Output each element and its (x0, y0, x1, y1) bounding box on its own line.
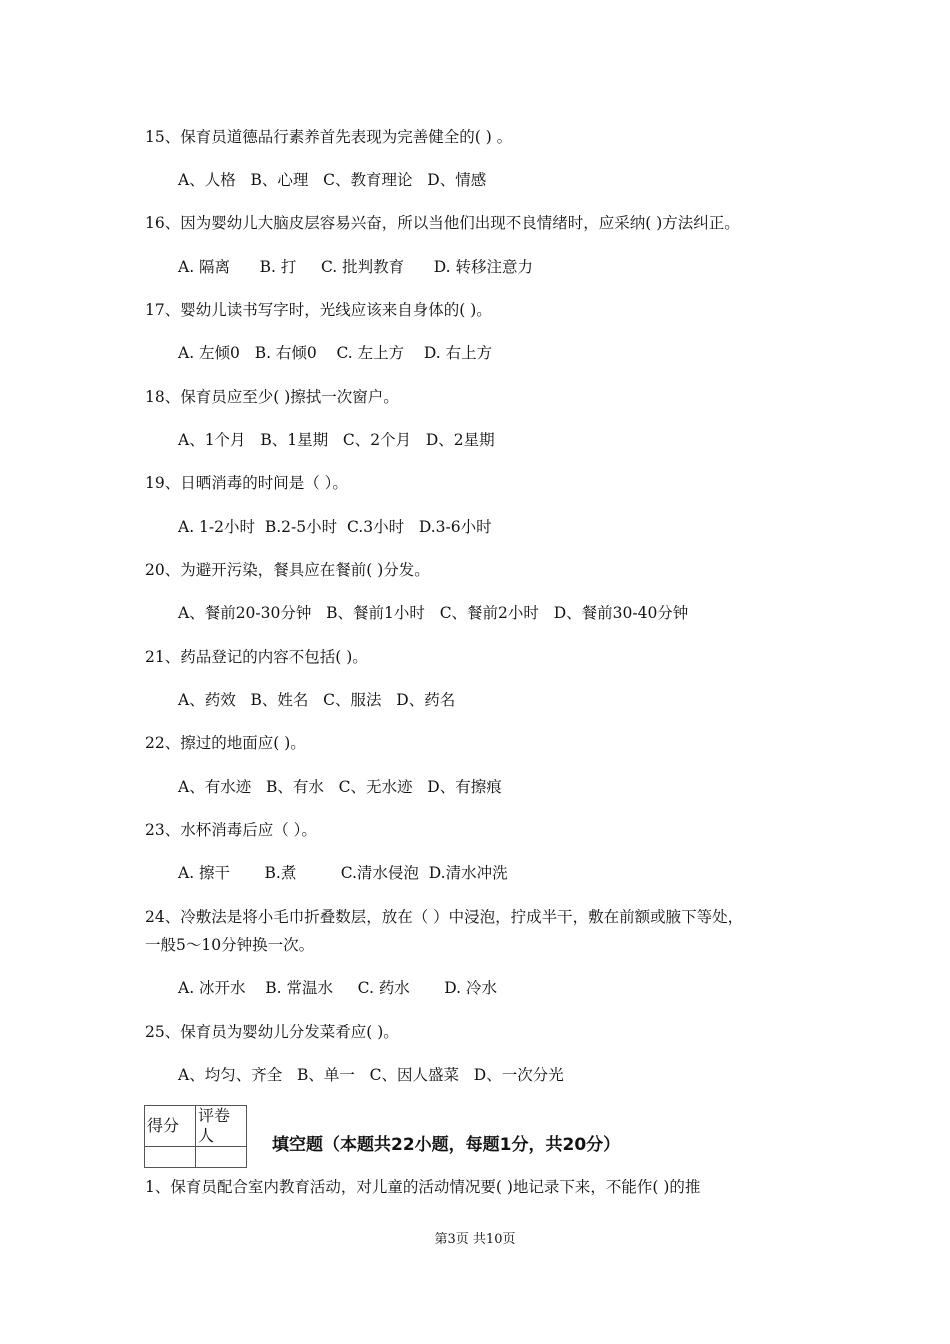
score-table (144, 1105, 247, 1168)
question-options: A. 擦干 B.煮 C.清水侵泡 D.清水冲洗 (178, 864, 508, 882)
question-options: A. 左倾0 B. 右倾0 C. 左上方 D. 右上方 (178, 344, 493, 362)
question-stem: 23、水杯消毒后应（ ）。 (145, 821, 317, 839)
question-options: A. 冰开水 B. 常温水 C. 药水 D. 冷水 (178, 979, 498, 997)
question-stem-continued: 一般5～10分钟换一次。 (145, 936, 315, 954)
section-title: 填空题（本题共22小题，每题1分，共20分） (272, 1135, 621, 1155)
score-header: 得分 (145, 1106, 196, 1147)
question-stem: 22、擦过的地面应( )。 (145, 734, 306, 752)
question-options: A、餐前20-30分钟 B、餐前1小时 C、餐前2小时 D、餐前30-40分钟 (178, 604, 689, 622)
page-footer: 第3页 共10页 (434, 1232, 516, 1247)
question-stem: 17、婴幼儿读书写字时，光线应该来自身体的( )。 (145, 301, 492, 319)
fill-question-1: 1、保育员配合室内教育活动，对儿童的活动情况要( )地记录下来，不能作( )的推 (145, 1178, 701, 1196)
question-stem: 21、药品登记的内容不包括( )。 (145, 648, 368, 666)
question-options: A、人格 B、心理 C、教育理论 D、情感 (178, 171, 487, 189)
grader-cell (196, 1147, 247, 1168)
question-options: A、有水迹 B、有水 C、无水迹 D、有擦痕 (178, 778, 502, 796)
question-stem: 24、冷敷法是将小毛巾折叠数层，放在（ ）中浸泡，拧成半干，敷在前额或腋下等处， (145, 908, 744, 926)
question-stem: 16、因为婴幼儿大脑皮层容易兴奋，所以当他们出现不良情绪时，应采纳( )方法纠正。 (145, 214, 740, 232)
question-options: A. 隔离 B. 打 C. 批判教育 D. 转移注意力 (178, 258, 533, 276)
question-stem: 19、日晒消毒的时间是（ ）。 (145, 474, 348, 492)
question-stem: 25、保育员为婴幼儿分发菜肴应( )。 (145, 1023, 399, 1041)
question-stem: 15、保育员道德品行素养首先表现为完善健全的( ) 。 (145, 128, 513, 146)
question-options: A. 1-2小时 B.2-5小时 C.3小时 D.3-6小时 (178, 518, 492, 536)
question-options: A、1个月 B、1星期 C、2个月 D、2星期 (178, 431, 495, 449)
score-cell (145, 1147, 196, 1168)
question-stem: 18、保育员应至少( )擦拭一次窗户。 (145, 388, 399, 406)
question-stem: 20、为避开污染，餐具应在餐前( )分发。 (145, 561, 430, 579)
question-options: A、药效 B、姓名 C、服法 D、药名 (178, 691, 456, 709)
question-options: A、均匀、齐全 B、单一 C、因人盛菜 D、一次分光 (178, 1066, 564, 1084)
grader-header: 评卷人 (196, 1106, 247, 1147)
